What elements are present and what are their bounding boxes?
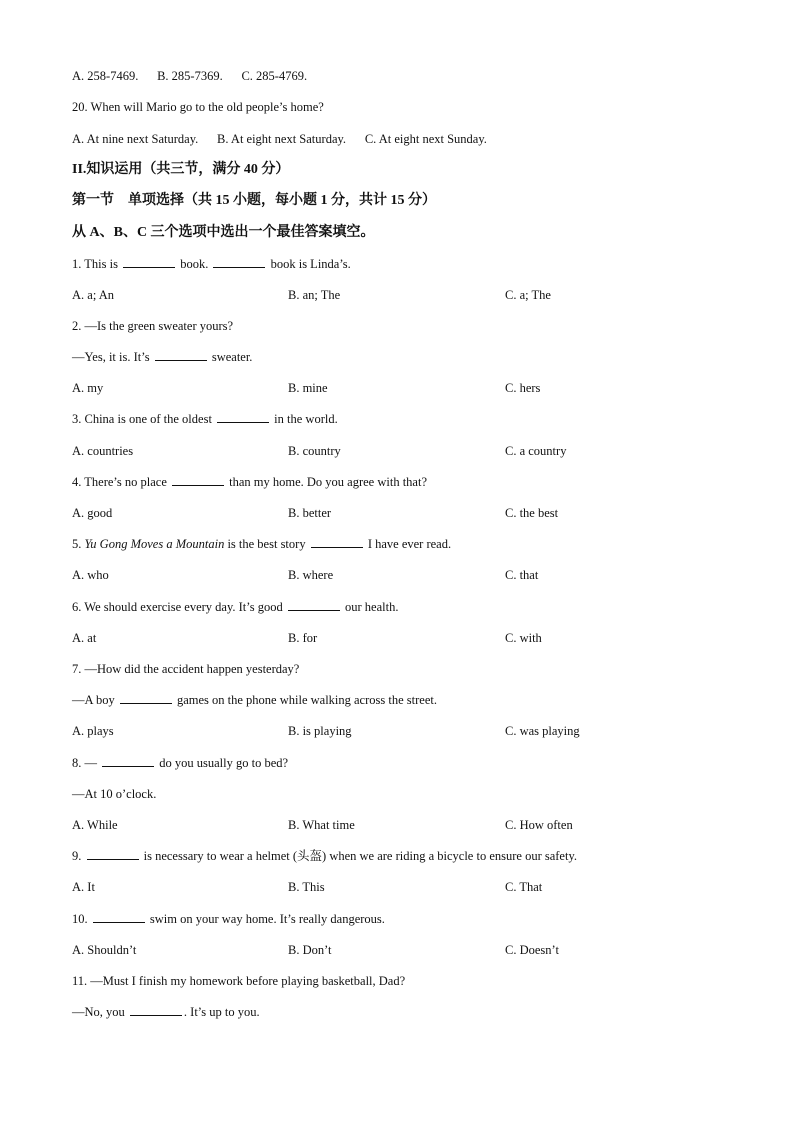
q8-option-c: C. How often (505, 818, 573, 832)
q7-option-a: A. plays (72, 724, 114, 738)
q3-stem: 3. China is one of the oldest in the world. (72, 412, 338, 426)
q8-option-b: B. What time (288, 818, 355, 832)
q6-option-c: C. with (505, 631, 542, 645)
q20-options (72, 131, 487, 147)
answer-blank (155, 349, 207, 361)
q8-stem: 8. — do you usually go to bed? (72, 756, 289, 770)
answer-blank (123, 256, 175, 268)
q3-option-b: B. country (288, 444, 341, 458)
q7-stem: 7. —How did the accident happen yesterday? (72, 662, 300, 676)
q20-option-b: B. At eight next Saturday. (217, 132, 347, 146)
q19-option-b: B. 285-7369. (157, 69, 223, 83)
q4-stem: 4. There’s no place than my home. Do you agree with that? (72, 475, 427, 489)
q5-option-b: B. where (288, 568, 334, 582)
q10-option-b: B. Don’t (288, 943, 332, 957)
q7-option-c: C. was playing (505, 724, 580, 738)
q11-stem: 11. —Must I finish my homework before playing basketball, Dad? (72, 974, 406, 988)
q2-option-c: C. hers (505, 381, 541, 395)
answer-blank (87, 848, 139, 860)
q4-option-b: B. better (288, 506, 332, 520)
q10-option-a: A. Shouldn’t (72, 943, 137, 957)
q4-option-a: A. good (72, 506, 113, 520)
answer-blank (311, 536, 363, 548)
q8-option-a: A. While (72, 818, 118, 832)
q3-option-c: C. a country (505, 444, 567, 458)
section-title: II.知识运用（共三节，满分 40 分） (72, 162, 290, 177)
q5-option-c: C. that (505, 568, 539, 582)
q9-stem: 9. is necessary to wear a helmet (头盔) when we are riding a bicycle to ensure our safety. (72, 849, 578, 863)
q4-option-c: C. the best (505, 506, 559, 520)
book-title: Yu Gong Moves a Mountain (84, 537, 225, 551)
q7-reply: —A boy games on the phone while walking across the street. (72, 693, 437, 707)
q7-option-b: B. is playing (288, 724, 352, 738)
q3-option-a: A. countries (72, 444, 134, 458)
q2-reply: —Yes, it is. It’s sweater. (72, 350, 253, 364)
q2-option-a: A. my (72, 381, 104, 395)
q1-option-c: C. a; The (505, 288, 551, 302)
answer-blank (102, 755, 154, 767)
q19-option-a: A. 258-7469. (72, 69, 139, 83)
q6-option-b: B. for (288, 631, 318, 645)
q8-reply: —At 10 o’clock. (72, 787, 157, 801)
q6-option-a: A. at (72, 631, 97, 645)
answer-blank (93, 911, 145, 923)
answer-blank (120, 692, 172, 704)
q10-option-c: C. Doesn’t (505, 943, 559, 957)
q9-option-c: C. That (505, 880, 543, 894)
q2-stem: 2. —Is the green sweater yours? (72, 319, 234, 333)
q6-stem: 6. We should exercise every day. It’s good our health. (72, 600, 399, 614)
answer-blank (288, 599, 340, 611)
q5-stem: 5. Yu Gong Moves a Mountain is the best story I have ever read. (72, 537, 452, 551)
q20-option-c: C. At eight next Sunday. (364, 132, 487, 146)
q9-option-b: B. This (288, 880, 325, 894)
q5-option-a: A. who (72, 568, 109, 582)
q9-option-a: A. It (72, 880, 95, 894)
q20-stem: 20. When will Mario go to the old people’s home? (72, 100, 324, 114)
q1-option-b: B. an; The (288, 288, 341, 302)
q10-stem: 10. swim on your way home. It’s really dangerous. (72, 912, 385, 926)
q11-reply: —No, you . It’s up to you. (72, 1005, 260, 1019)
answer-blank (130, 1004, 182, 1016)
q19-option-c: C. 285-4769. (241, 69, 308, 83)
instruction: 从 A、B、C 三个选项中选出一个最佳答案填空。 (72, 225, 375, 240)
q1-stem: 1. This is book. book is Linda’s. (72, 257, 351, 271)
q19-options (72, 68, 307, 84)
part-title: 第一节 单项选择（共 15 小题，每小题 1 分，共计 15 分） (72, 193, 436, 208)
q20-option-a: A. At nine next Saturday. (72, 132, 199, 146)
answer-blank (172, 474, 224, 486)
answer-blank (213, 256, 265, 268)
q2-option-b: B. mine (288, 381, 328, 395)
answer-blank (217, 411, 269, 423)
q1-option-a: A. a; An (72, 288, 115, 302)
